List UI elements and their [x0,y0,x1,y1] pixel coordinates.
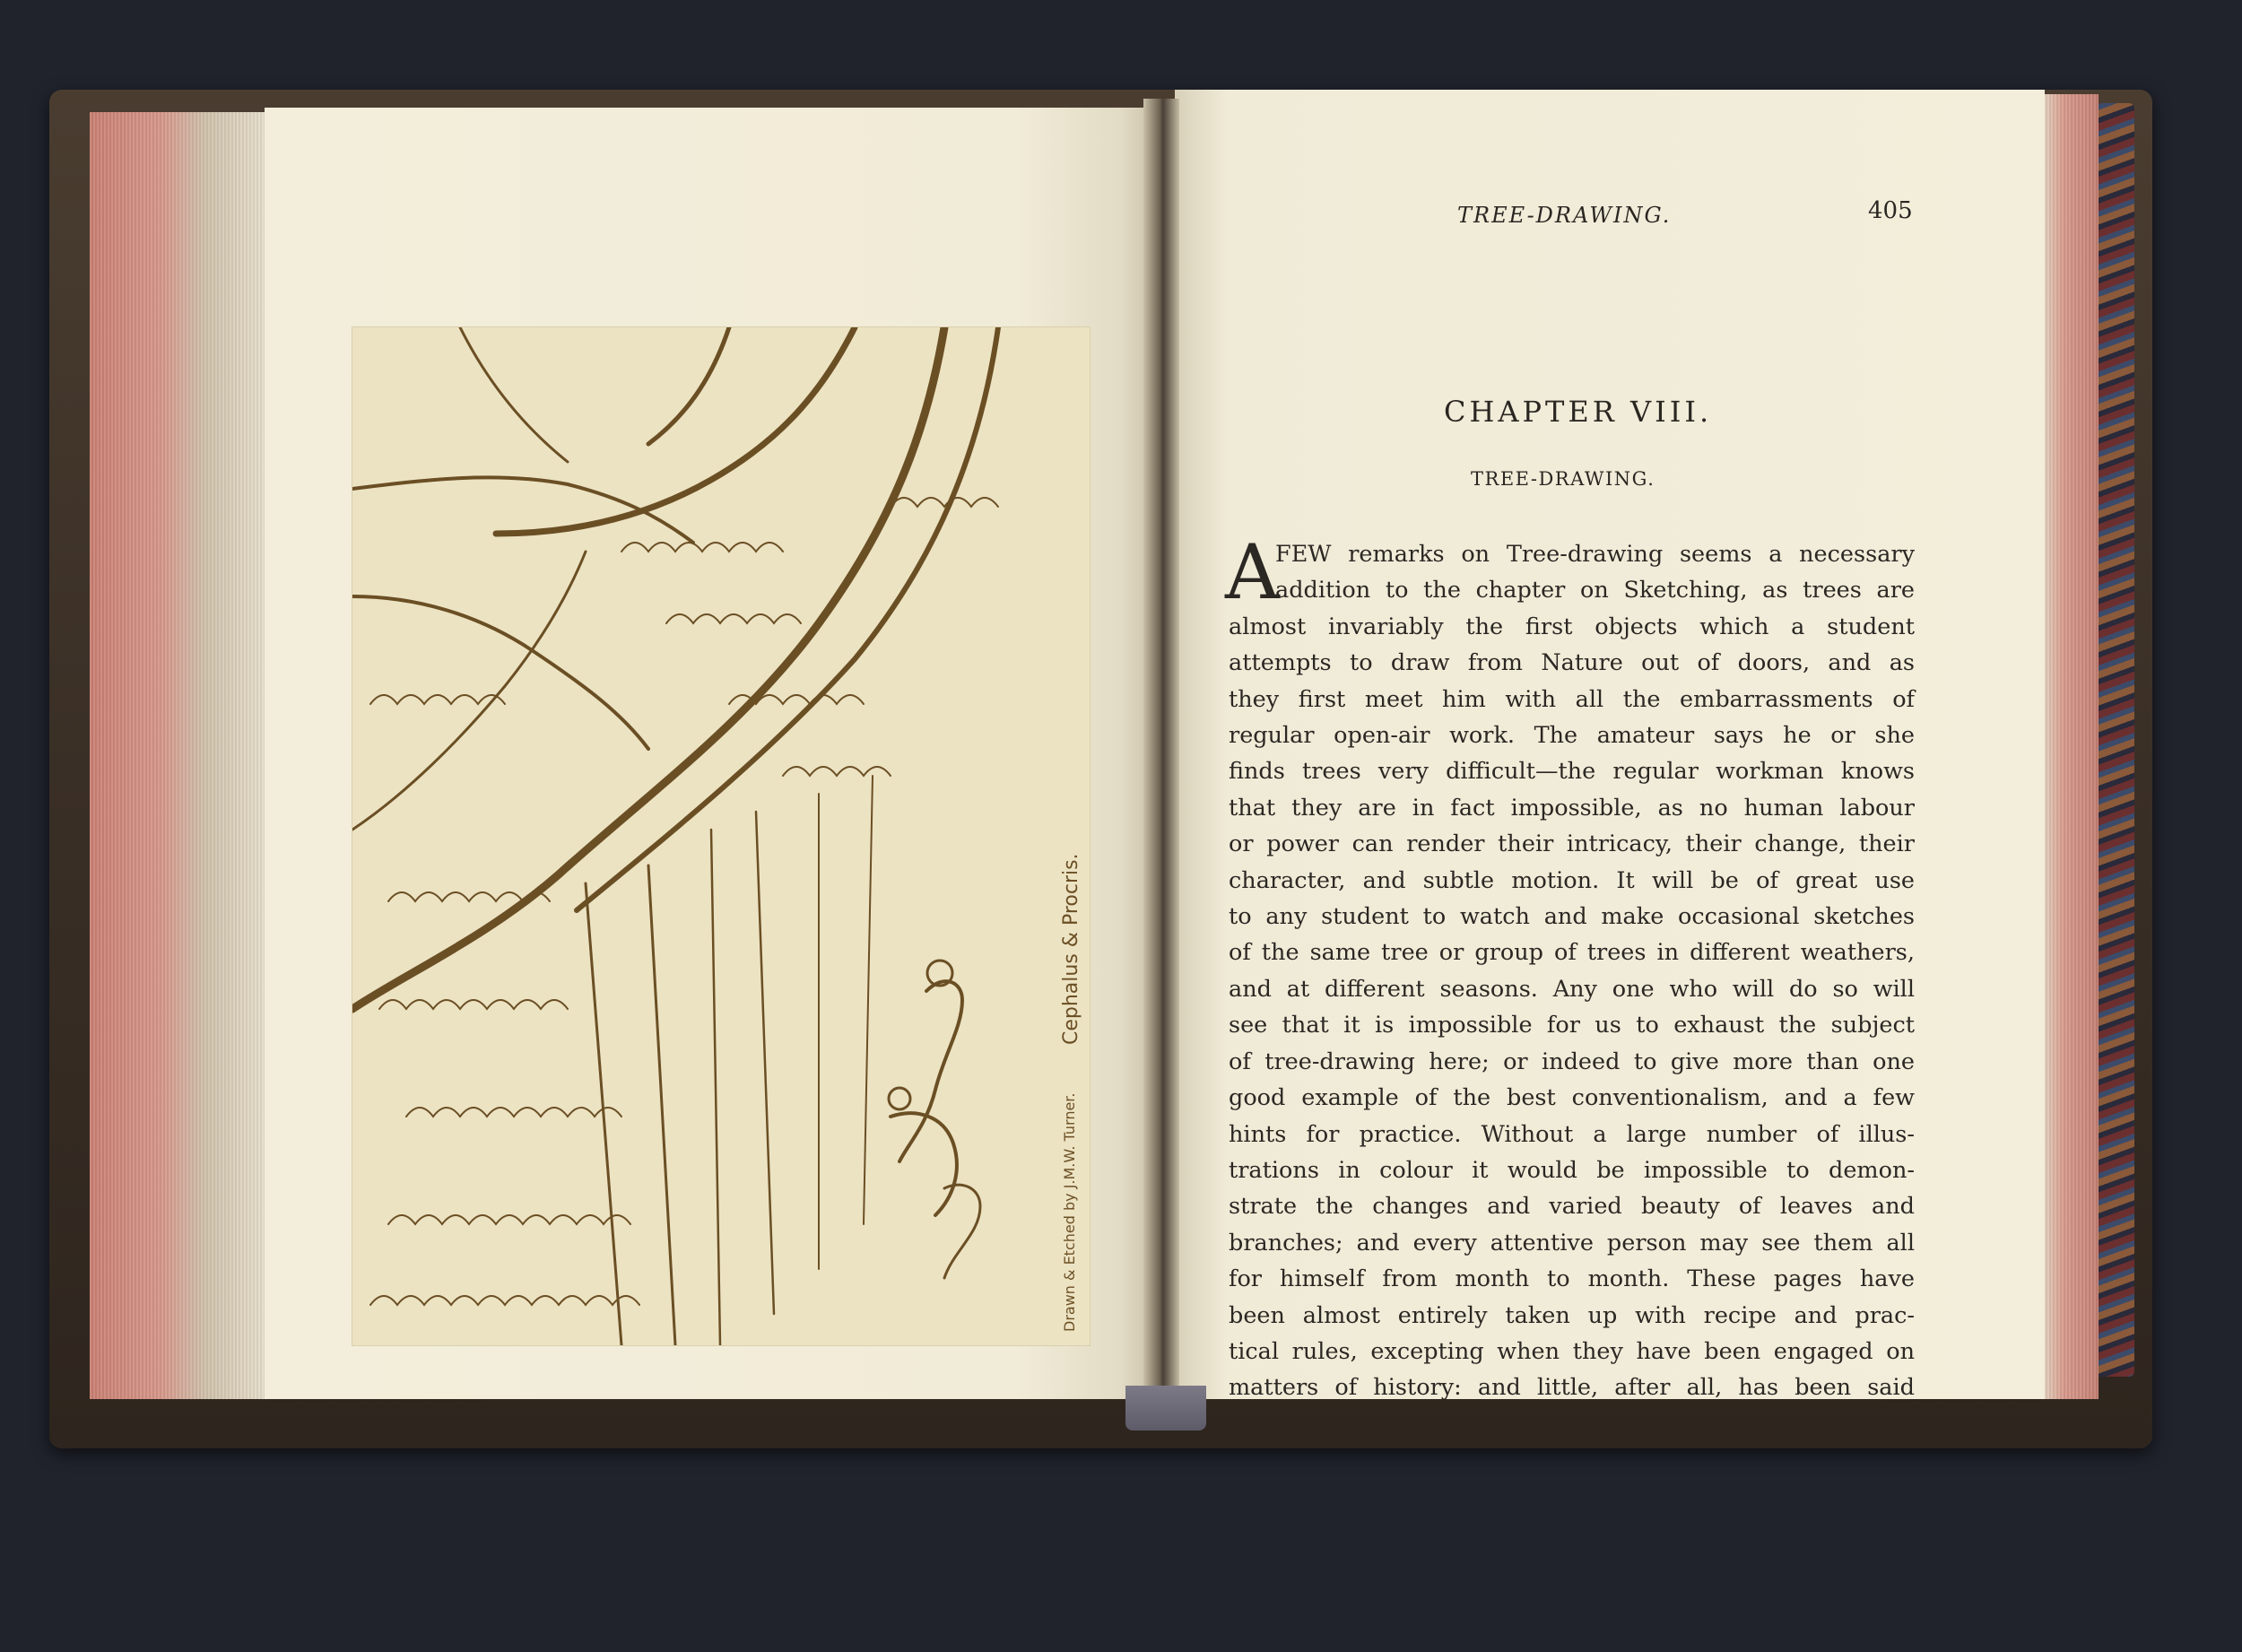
text-line: almost invariably the first objects which a student [1229,613,1915,640]
body-text [1229,536,1915,1406]
text-line: good example of the best conventionalism, and a few [1229,1084,1915,1112]
book-gutter [1143,99,1179,1408]
text-line: hints for practice. Without a large number of illus- [1229,1120,1915,1148]
text-line: for himself from month to month. These pages have [1229,1265,1915,1293]
spine-headband [1125,1386,1206,1430]
left-page-edges [90,112,269,1399]
text-line: regular open-air work. The amateur says he or she [1229,722,1915,750]
etching-plate [352,327,1090,1345]
text-line: matters of history: and little, after all, has been said [1229,1374,1915,1402]
text-line: tical rules, excepting when they have been engaged on [1229,1337,1915,1365]
text-line: or power can render their intricacy, their change, their [1229,830,1915,858]
text-line: been almost entirely taken up with recipe and prac- [1229,1301,1915,1329]
text-line: that they are in fact impossible, as no human labour [1229,794,1915,822]
running-head: TREE-DRAWING. [1457,203,1672,228]
text-line: strate the changes and varied beauty of leaves and [1229,1193,1915,1221]
section-title: TREE-DRAWING. [1471,468,1655,490]
text-line: branches; and every attentive person may see them all [1229,1229,1915,1256]
text-line: finds trees very difficult—the regular workman knows [1229,758,1915,786]
text-line: and at different seasons. Any one who will do so will [1229,975,1915,1003]
text-line: trations in colour it would be impossible to demon- [1229,1156,1915,1184]
text-line: see that it is impossible for us to exhaust the subject [1229,1012,1915,1039]
page-number: 405 [1868,197,1913,224]
text-line: to any student to watch and make occasional sketches [1229,903,1915,931]
text-line: addition to the chapter on Sketching, as trees are [1275,577,1915,604]
text-line: attempts to draw from Nature out of doors, and as [1229,649,1915,677]
right-page-edges [2040,94,2099,1399]
text-line: they first meet him with all the embarrassments of [1229,685,1915,713]
text-line: FEW remarks on Tree-drawing seems a necessary [1275,541,1915,568]
plate-credit: Drawn & Etched by J.M.W. Turner. [1061,1092,1078,1332]
text-line: character, and subtle motion. It will be of great use [1229,866,1915,894]
etching-illustration [352,327,1090,1345]
drop-cap: A [1225,528,1280,616]
chapter-title: CHAPTER VIII. [1444,395,1713,429]
text-line: of the same tree or group of trees in different weathers, [1229,939,1915,967]
plate-title: Cephalus & Procris. [1060,853,1082,1045]
text-line: of tree-drawing here; or indeed to give more than one [1229,1048,1915,1075]
